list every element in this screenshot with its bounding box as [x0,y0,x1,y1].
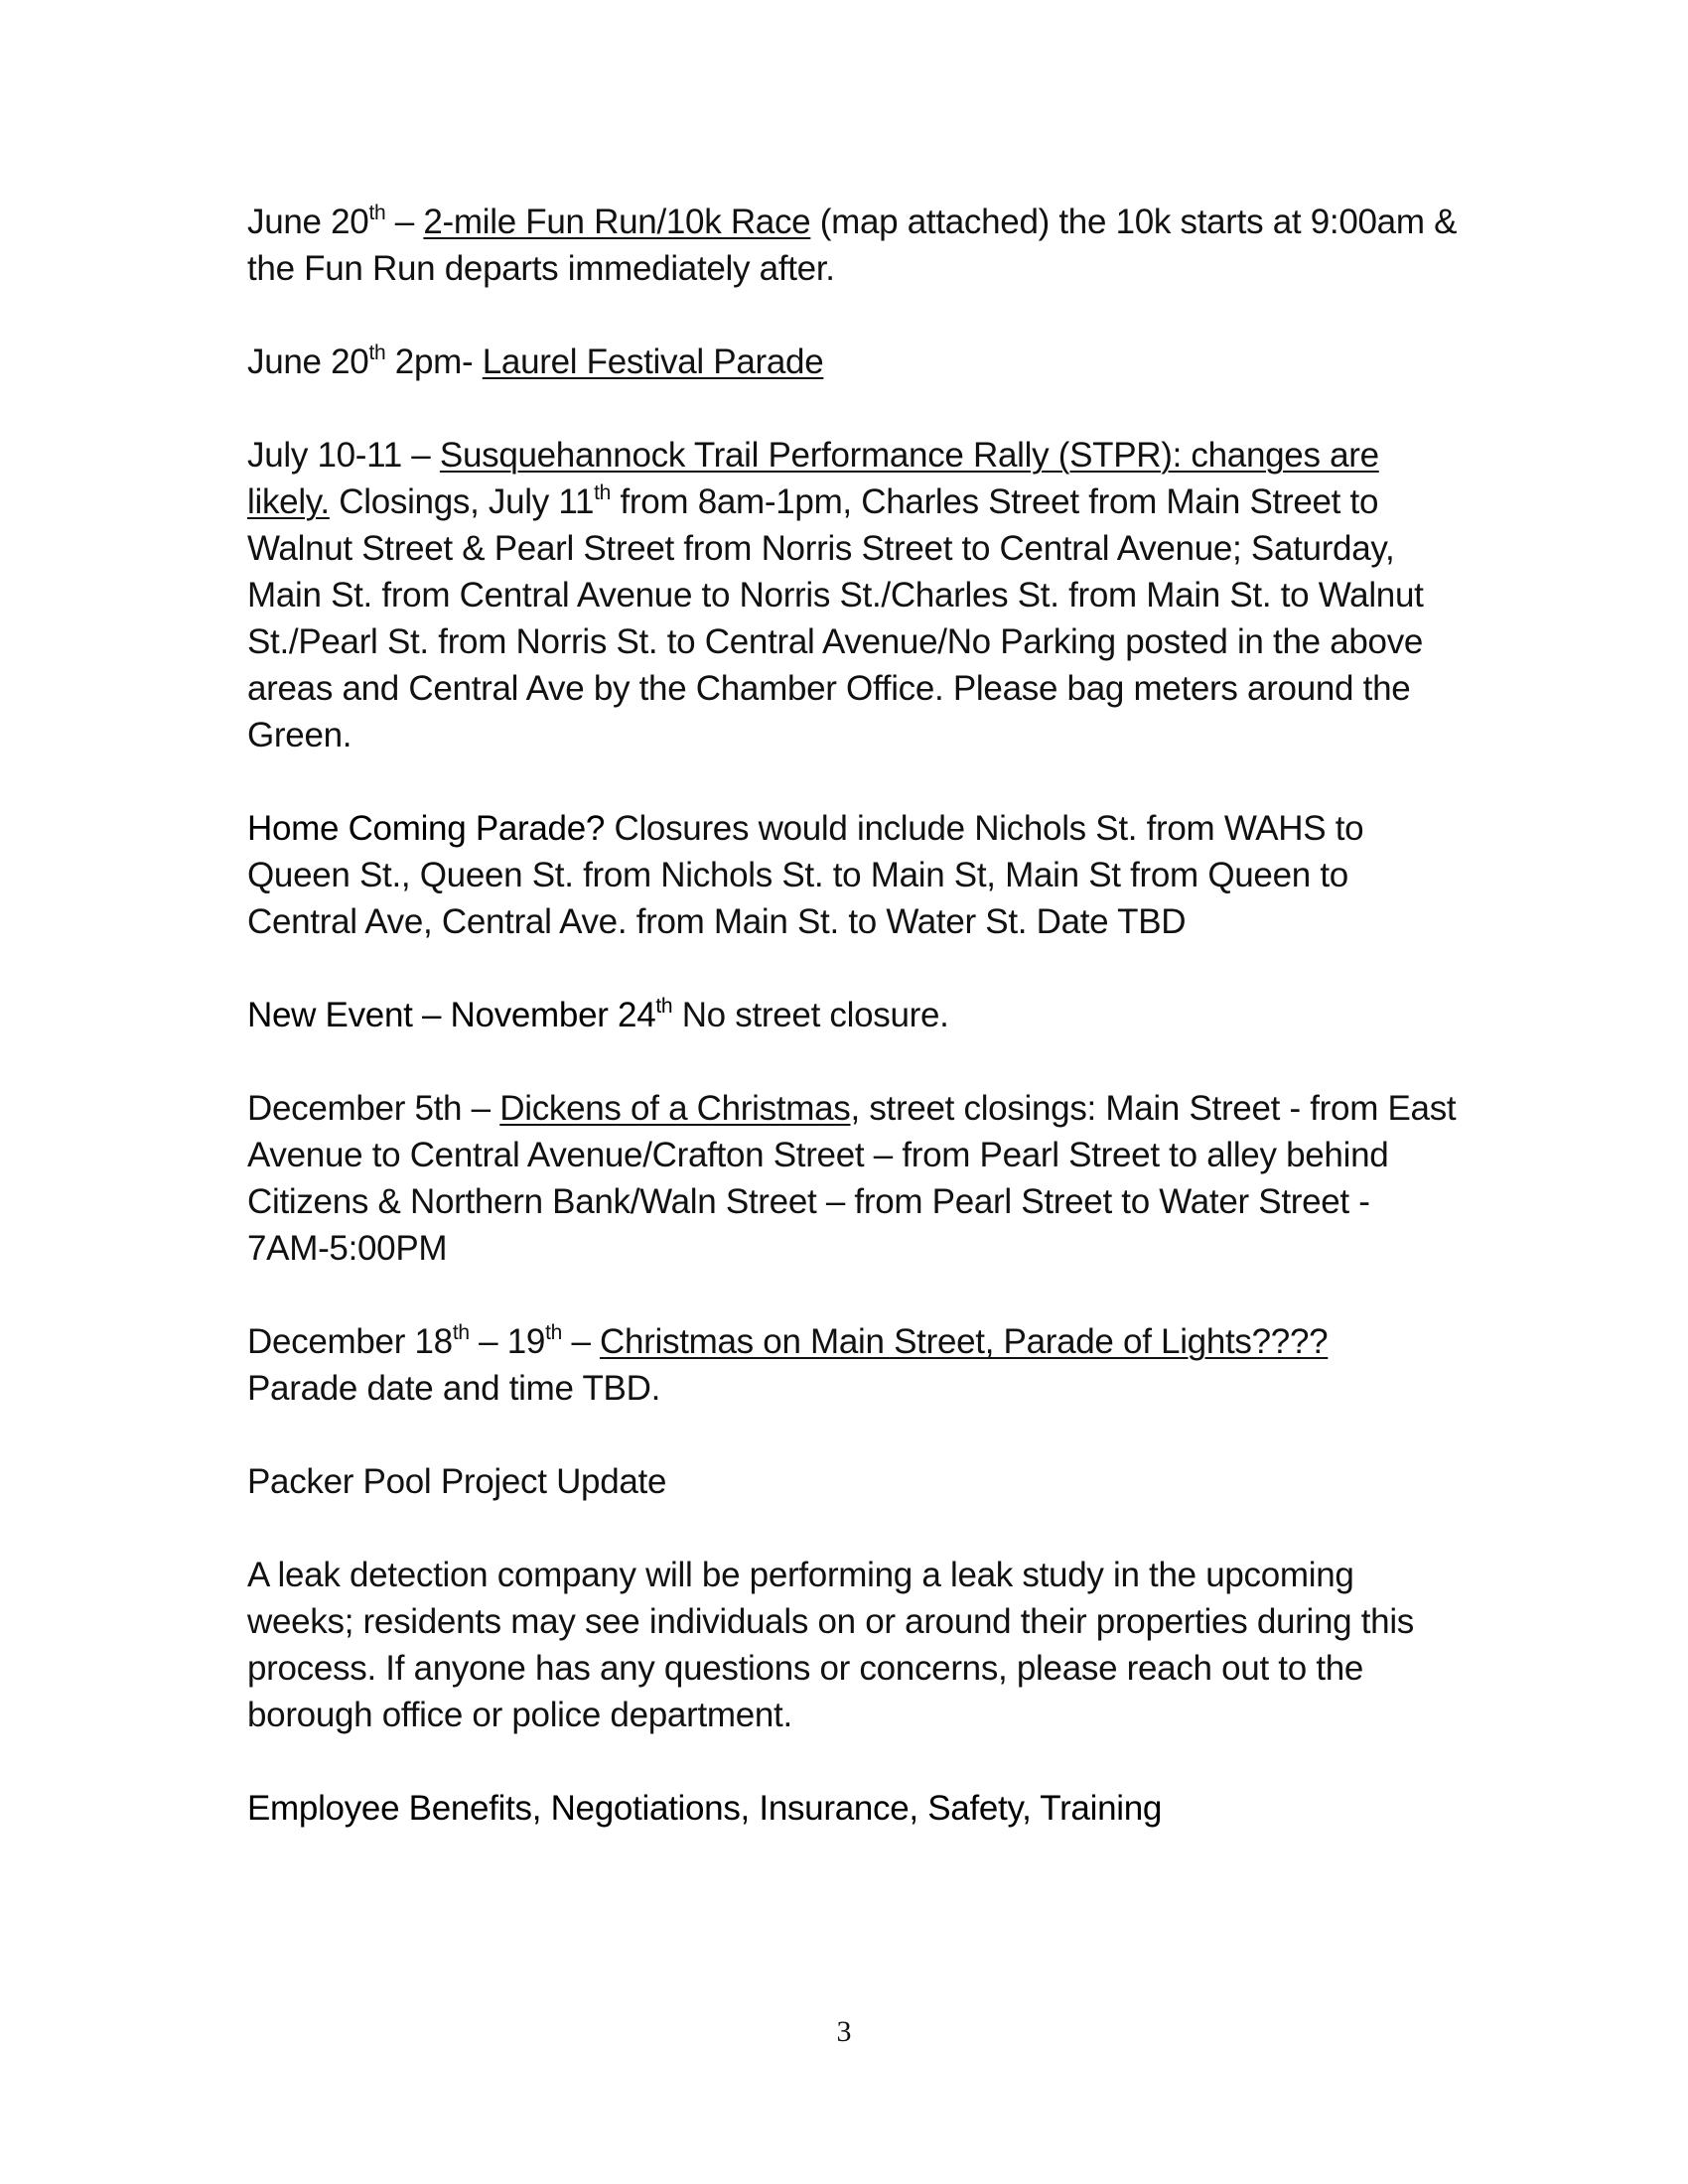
dickens-title-link[interactable]: Dickens of a Christmas [499,1089,851,1128]
rally-text-b: from 8am-1pm, Charles Street from Main Street to Walnut Street & Pearl Street from Norris Street to Central Avenue; Saturday, Main St. from Central Avenue to Norris St./Charles St. from Main St. to Walnut St./Pearl St. from Norris St. to Central Avenue/No Parking posted in the above areas and Central Ave by the Chamber Office. Please bag meters around the Green. [247,482,1424,754]
laurel-paragraph [247,339,1459,385]
funrun-paragraph [247,199,1459,292]
laurel-title-link[interactable]: Laurel Festival Parade [482,342,824,381]
christmas-date-b: – 19 [469,1322,546,1361]
employee-heading: Employee Benefits, Negotiations, Insurance, Safety, Training [247,1789,1163,1828]
christmas-date-a: December 18 [247,1322,453,1361]
newevent-paragraph [247,992,1459,1038]
newevent-title: New Event – November 24 [247,996,656,1034]
dickens-text: , street closings: Main Street - from East Avenue to Central Avenue/Crafton Street – from Pearl Street to alley behind Citizens & Northern Bank/Waln Street – from Pearl Street to Water Street - 7AM-5:00PM [247,1089,1457,1268]
newevent-date-suffix: th [655,995,673,1018]
dickens-paragraph [247,1085,1459,1272]
homecoming-title: Home Coming Parade? [247,809,606,848]
pool-paragraph: A leak detection company will be performing a leak study in the upcoming weeks; residents may see individuals on or around their properties during this process. If anyone has any questions or concerns, please reach out to the borough office or police department. [247,1556,1415,1734]
rally-date-suffix: th [594,481,612,504]
pool-heading: Packer Pool Project Update [247,1462,667,1501]
funrun-text: (map attached) the 10k starts at 9:00am & the Fun Run departs immediately after. [247,203,1458,288]
christmas-date-suffix-b: th [545,1321,563,1344]
christmas-title-link[interactable]: Christmas on Main Street, Parade of Lights???? [600,1322,1329,1361]
christmas-dash: – [562,1322,601,1361]
laurel-date: June 20 [247,342,369,381]
funrun-date-suffix: th [368,202,386,224]
rally-paragraph [247,432,1459,758]
funrun-dash: – [385,203,424,241]
laurel-time: 2pm- [385,342,483,381]
rally-title-link[interactable]: Susquehannock Trail Performance Rally (STPR): changes are likely. [247,436,1379,521]
christmas-date-suffix-a: th [452,1321,470,1344]
homecoming-paragraph [247,805,1459,945]
newevent-text: No street closure. [672,996,949,1034]
funrun-date: June 20 [247,203,369,241]
rally-text-a: Closings, July 11 [329,482,595,521]
rally-date: July 10-11 – [247,436,440,475]
homecoming-text: Closures would include Nichols St. from WAHS to Queen St., Queen St. from Nichols St. to Main St, Main St from Queen to Central Ave, Central Ave. from Main St. to Water St. Date TBD [247,809,1364,941]
christmas-text: Parade date and time TBD. [247,1369,660,1408]
christmas-paragraph [247,1318,1459,1412]
dickens-date: December 5th – [247,1089,500,1128]
document-body [247,199,1459,1878]
page-number: 3 [836,2015,852,2048]
funrun-title-link[interactable]: 2-mile Fun Run/10k Race [423,203,811,241]
laurel-date-suffix: th [368,341,386,364]
